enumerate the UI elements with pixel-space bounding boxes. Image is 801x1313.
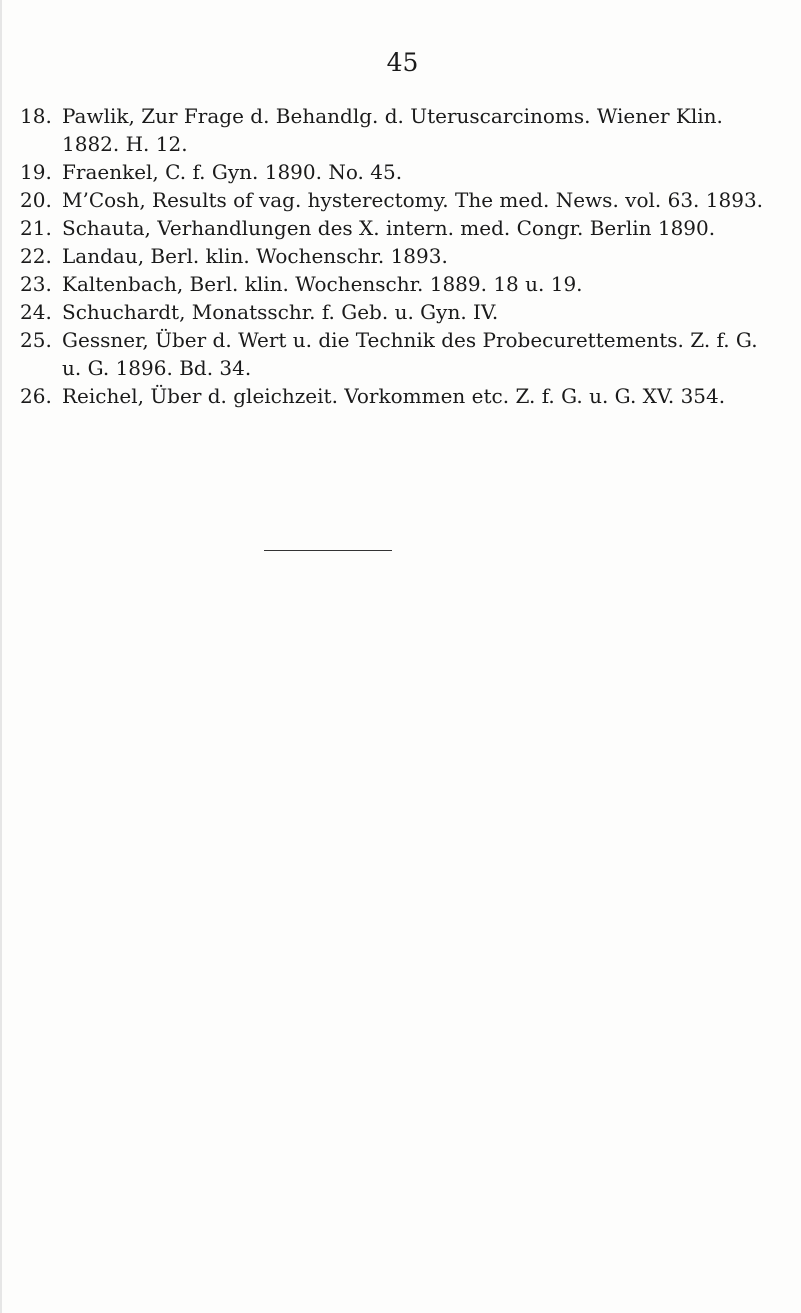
page-number: 45 <box>386 48 419 77</box>
reference-text: Kaltenbach, Berl. klin. Wochenschr. 1889. 18 u. 19. <box>62 272 583 296</box>
reference-number: 23. <box>20 272 52 296</box>
reference-number: 20. <box>20 188 52 212</box>
reference-number: 25. <box>20 328 52 352</box>
reference-text: Schuchardt, Monatsschr. f. Geb. u. Gyn. IV. <box>62 300 499 324</box>
reference-text: Schauta, Verhandlungen des X. intern. med. Congr. Berlin 1890. <box>62 216 716 240</box>
reference-item <box>20 326 780 382</box>
reference-text: Gessner, Über d. Wert u. die Technik des Probecurettements. Z. f. G. u. G. 1896. Bd. 34. <box>62 328 758 380</box>
reference-number: 24. <box>20 300 52 324</box>
reference-number: 19. <box>20 160 52 184</box>
reference-list <box>20 102 780 410</box>
reference-text: Fraenkel, C. f. Gyn. 1890. No. 45. <box>62 160 403 184</box>
reference-text: Reichel, Über d. gleichzeit. Vorkommen etc. Z. f. G. u. G. XV. 354. <box>62 384 726 408</box>
reference-text: Landau, Berl. klin. Wochenschr. 1893. <box>62 244 448 268</box>
reference-item <box>20 270 780 298</box>
reference-item <box>20 382 780 410</box>
reference-item <box>20 158 780 186</box>
reference-item <box>20 102 780 158</box>
reference-item <box>20 186 780 214</box>
reference-number: 26. <box>20 384 52 408</box>
reference-number: 18. <box>20 104 52 128</box>
reference-number: 22. <box>20 244 52 268</box>
reference-text: M’Cosh, Results of vag. hysterectomy. The med. News. vol. 63. 1893. <box>62 188 764 212</box>
reference-item <box>20 214 780 242</box>
reference-item <box>20 298 780 326</box>
reference-text: Pawlik, Zur Frage d. Behandlg. d. Uteruscarcinoms. Wiener Klin. 1882. H. 12. <box>62 104 723 156</box>
reference-number: 21. <box>20 216 52 240</box>
reference-item <box>20 242 780 270</box>
end-rule <box>264 550 392 551</box>
